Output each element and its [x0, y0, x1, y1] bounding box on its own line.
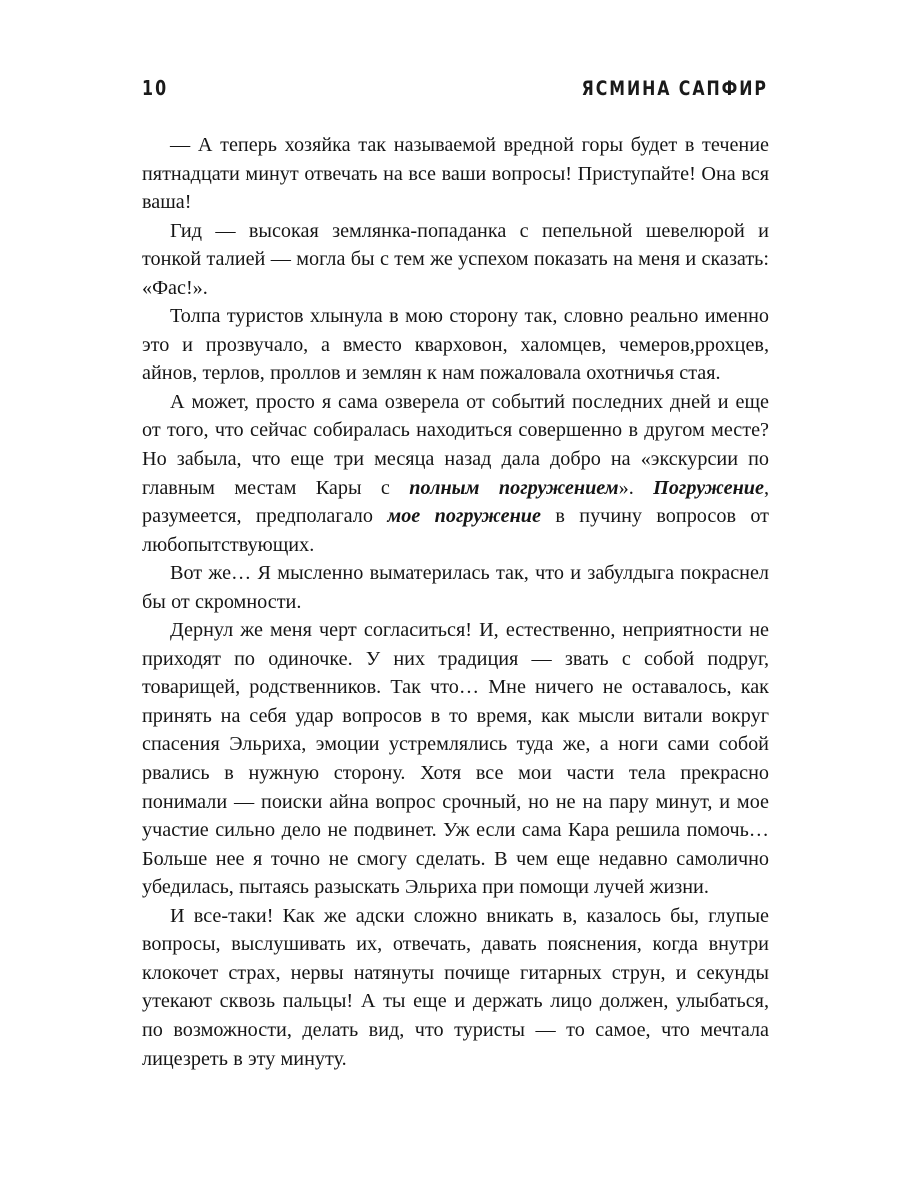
emphasized-text: Погружение [653, 476, 764, 499]
emphasized-text: полным погружением [409, 476, 619, 499]
paragraph: — А теперь хозяйка так называемой вредной горы будет в течение пятнадцати минут отвечать на все ваши вопросы! Приступайте! Она вся ваша! [142, 134, 769, 214]
paragraph: Дернул же меня черт согласиться! И, естественно, неприятности не приходят по одиночке. У них традиция — звать с собой подруг, товарищей, родственников. Так что… Мне ничего не оставалось, как принять на себя удар вопросов в то время, как мысли витали вокруг спасения Эльриха, эмоции устремлялись туда же, а ноги сами собой рвались в нужную сторону. Хотя все мои части тела прекрасно понимали — поиски айна вопрос срочный, но не на пару минут, и мое участие сильно дело не подвинет. Уж если сама Кара решила помочь… Больше нее я точно не смогу сделать. В чем еще недавно самолично убедилась, пытаясь разыскать Эльриха при помощи лучей жизни. [142, 619, 769, 899]
page-number: 10 [142, 76, 169, 100]
paragraph: Гид — высокая землянка-попаданка с пепельной шевелюрой и тонкой талией — могла бы с тем же успехом показать на меня и сказать: «Фас!». [142, 219, 769, 299]
paragraph-with-emphasis: А может, просто я сама озверела от событий последних дней и еще от того, что сейчас собиралась находиться совершенно в другом месте? Но забыла, что еще три месяца назад дала добро на «экскурсии по главным местам Кары с полным погружением». Погружение, разумеется, предполагало мое погружение в пучину вопросов от любопытствующих. [142, 390, 770, 556]
paragraph: Толпа туристов хлынула в мою сторону так, словно реально именно это и прозвучало, а вместо кварховон, халомцев, чемеров,ррохцев, айнов, терлов, проллов и землян к нам пожаловала охотничья стая. [142, 305, 769, 385]
body-text [142, 131, 769, 1073]
emphasized-text: мое погружение [387, 505, 541, 528]
paragraph: И все-таки! Как же адски сложно вникать в, казалось бы, глупые вопросы, выслушивать их, отвечать, давать пояснения, когда внутри клокочет страх, нервы натянуты почище гитарных струн, и секунды утекают сквозь пальцы! А ты еще и держать лицо должен, улыбаться, по возможности, делать вид, что туристы — то самое, что мечтала лицезреть в эту минуту. [142, 904, 769, 1070]
running-head [142, 78, 768, 104]
author-name: ЯСМИНА САПФИР [581, 77, 768, 100]
paragraph: Вот же… Я мысленно выматерилась так, что и забулдыга покраснел бы от скромности. [142, 562, 769, 613]
